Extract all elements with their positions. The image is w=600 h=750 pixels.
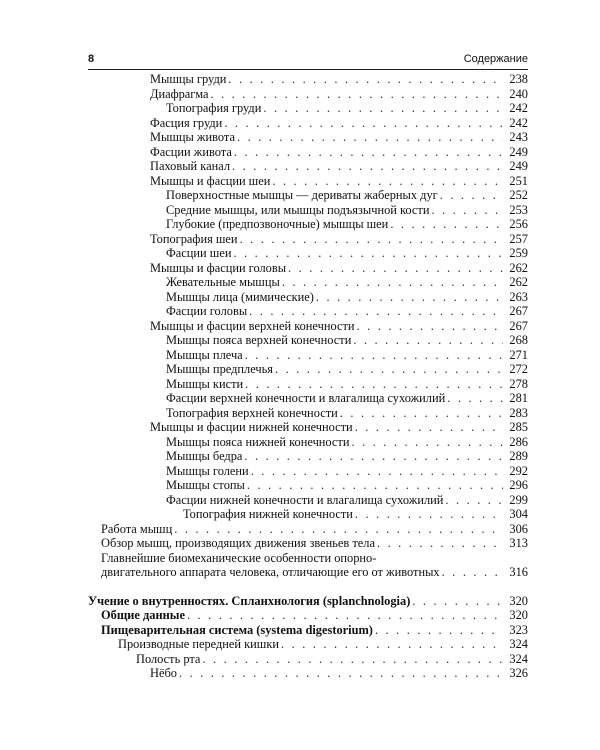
dot-leader xyxy=(228,72,503,87)
toc-entry-page: 306 xyxy=(509,521,528,536)
toc-entry-title-line2: двигательного аппарата человека, отличающие его от животных xyxy=(101,565,440,579)
toc-entry[interactable] xyxy=(88,536,528,551)
toc-entry-title: Фасции нижней конечности и влагалища сухожилий xyxy=(166,492,444,507)
toc-entry[interactable] xyxy=(88,435,528,450)
toc-entry[interactable] xyxy=(88,420,528,435)
toc-entry[interactable] xyxy=(88,333,528,348)
toc-entry[interactable] xyxy=(88,72,528,87)
toc-entry[interactable] xyxy=(88,449,528,464)
page-header xyxy=(88,47,528,70)
toc-entry-title: Мышцы и фасции головы xyxy=(150,260,287,275)
toc-entry[interactable] xyxy=(88,246,528,261)
toc-entry[interactable] xyxy=(88,261,528,276)
toc-entry-title: Фасции верхней конечности и влагалища сухожилий xyxy=(166,391,446,405)
toc-entry-title: Полость рта xyxy=(136,651,201,666)
toc-entry-title: Топография груди xyxy=(166,101,262,115)
dot-leader xyxy=(244,449,503,464)
toc-entry-title: Обзор мышц, производящих движения звеньев тела xyxy=(101,536,375,550)
toc-entry-title: Топография верхней конечности xyxy=(166,405,338,420)
toc-entry[interactable] xyxy=(88,348,528,363)
toc-entry[interactable] xyxy=(88,304,528,319)
dot-leader xyxy=(234,145,503,160)
dot-leader xyxy=(351,435,503,450)
toc-entry-page: 299 xyxy=(509,492,528,507)
toc-entry-title: Топография нижней конечности xyxy=(183,507,353,521)
toc-entry-title: Паховый канал xyxy=(150,159,231,173)
toc-entry[interactable] xyxy=(88,522,528,537)
dot-leader xyxy=(174,522,503,537)
toc-digestive-system[interactable] xyxy=(88,623,528,638)
dot-leader xyxy=(442,565,503,580)
toc-entry[interactable] xyxy=(88,507,528,522)
toc-entry-page: 256 xyxy=(509,217,528,231)
toc-entry[interactable] xyxy=(88,478,528,493)
dot-leader xyxy=(288,261,503,276)
dot-leader xyxy=(247,478,503,493)
toc-entry[interactable] xyxy=(88,101,528,116)
toc-entry-title: Мышцы и фасции верхней конечности xyxy=(150,318,355,333)
dot-leader xyxy=(355,507,503,522)
toc-entry-page: 283 xyxy=(509,405,528,420)
dot-leader xyxy=(447,391,503,406)
toc-entry-title: Мышцы голени xyxy=(166,463,249,478)
toc-entry[interactable] xyxy=(88,391,528,406)
toc-entry-title: Фасции живота xyxy=(150,144,232,159)
toc-entry-page: 320 xyxy=(509,608,528,622)
dot-leader xyxy=(340,406,503,421)
dot-leader xyxy=(272,174,503,189)
toc-entry-title: Мышцы живота xyxy=(150,130,235,144)
toc-entry-title: Общие данные xyxy=(101,608,185,622)
toc-entry[interactable] xyxy=(88,159,528,174)
toc-entry-title: Нёбо xyxy=(150,666,177,680)
dot-leader xyxy=(377,536,503,551)
toc-entry-page: 238 xyxy=(509,72,528,86)
toc-entry-title: Мышцы кисти xyxy=(166,376,244,391)
toc-entry-title: Жевательные мышцы xyxy=(166,275,280,289)
toc-entry-title-line1: Главнейшие биомеханические особенности опорно- xyxy=(101,550,377,565)
dot-leader xyxy=(440,188,503,203)
toc-entry-page: 242 xyxy=(509,115,528,130)
toc-entry-title: Мышцы предплечья xyxy=(166,362,273,376)
toc-entry-title: Пищеварительная система (systema digestorium) xyxy=(101,622,373,637)
toc-entry-title: Мышцы плеча xyxy=(166,347,243,362)
toc-entry[interactable] xyxy=(88,188,528,203)
toc-entry-page: 304 xyxy=(509,507,528,521)
toc-entry[interactable] xyxy=(88,652,528,667)
toc-entry-page: 249 xyxy=(509,144,528,159)
dot-leader xyxy=(431,203,503,218)
dot-leader xyxy=(179,666,503,681)
toc-entry-page: 324 xyxy=(509,637,528,651)
toc-entry-page: 268 xyxy=(509,333,528,347)
toc-entry-page: 263 xyxy=(509,289,528,304)
toc-entry-page: 278 xyxy=(509,376,528,391)
toc-general-data[interactable] xyxy=(88,608,528,623)
toc-part-heading[interactable] xyxy=(88,594,528,609)
toc-entry-page: 242 xyxy=(509,101,528,115)
table-of-contents xyxy=(88,72,528,681)
toc-entry[interactable] xyxy=(88,87,528,102)
toc-entry[interactable] xyxy=(88,377,528,392)
toc-entry[interactable] xyxy=(88,319,528,334)
dot-leader xyxy=(249,304,503,319)
toc-entry-title: Диафрагма xyxy=(150,86,209,101)
toc-entry[interactable] xyxy=(88,275,528,290)
toc-entry-page: 262 xyxy=(509,275,528,289)
toc-entry-title: Мышцы лица (мимические) xyxy=(166,289,314,304)
toc-entry-page: 286 xyxy=(509,434,528,449)
toc-entry-title: Мышцы и фасции нижней конечности xyxy=(150,420,353,434)
dot-leader xyxy=(357,319,503,334)
toc-entry-page: 267 xyxy=(509,318,528,333)
toc-entry-page: 243 xyxy=(509,130,528,144)
dot-leader xyxy=(210,87,503,102)
toc-entry-title: Средние мышцы, или мышцы подъязычной кости xyxy=(166,202,430,217)
toc-entry-page: 252 xyxy=(509,188,528,202)
toc-entry-title: Мышцы пояса верхней конечности xyxy=(166,333,352,347)
toc-entry[interactable] xyxy=(88,637,528,652)
toc-entry-page: 313 xyxy=(509,536,528,550)
dot-leader xyxy=(282,275,503,290)
dot-leader xyxy=(224,116,503,131)
toc-entry-page: 292 xyxy=(509,463,528,478)
dot-leader xyxy=(412,594,503,609)
toc-entry-title: Фасция груди xyxy=(150,115,223,130)
toc-entry-page: 257 xyxy=(509,231,528,246)
toc-entry-title: Мышцы пояса нижней конечности xyxy=(166,434,350,449)
dot-leader xyxy=(275,362,503,377)
toc-entry-title: Глубокие (предпозвоночные) мышцы шеи xyxy=(166,217,389,231)
toc-entry-page: 251 xyxy=(509,173,528,188)
toc-part-title: Учение о внутренностях. Спланхнология (splanchnologia) xyxy=(88,593,411,608)
toc-entry-page: 281 xyxy=(509,391,528,405)
toc-entry-page: 249 xyxy=(509,159,528,173)
page-number: 8 xyxy=(88,53,95,65)
dot-leader xyxy=(445,493,503,508)
toc-entry-title: Производные передней кишки xyxy=(118,637,279,651)
toc-entry[interactable] xyxy=(88,174,528,189)
toc-entry-page: 320 xyxy=(509,593,528,608)
toc-entry-page: 272 xyxy=(509,362,528,376)
toc-entry-page: 323 xyxy=(509,622,528,637)
toc-entry-title: Фасции шеи xyxy=(166,246,232,260)
toc-entry-title: Работа мышц xyxy=(101,521,173,536)
toc-entry-page: 240 xyxy=(509,86,528,101)
toc-entry-page: 253 xyxy=(509,202,528,217)
toc-entry[interactable] xyxy=(88,290,528,305)
dot-leader xyxy=(240,232,503,247)
toc-entry-page: 262 xyxy=(509,260,528,275)
dot-leader xyxy=(281,637,503,652)
dot-leader xyxy=(233,246,503,261)
dot-leader xyxy=(375,623,503,638)
toc-entry-multiline[interactable] xyxy=(88,551,528,580)
toc-entry-title: Мышцы стопы xyxy=(166,478,245,492)
toc-entry-title: Мышцы груди xyxy=(150,72,227,86)
dot-leader xyxy=(187,608,503,623)
toc-entry-title: Топография шеи xyxy=(150,231,238,246)
toc-entry-page: 326 xyxy=(509,666,528,680)
toc-entry-page: 267 xyxy=(509,304,528,318)
toc-entry-title: Фасции головы xyxy=(166,304,248,318)
toc-entry[interactable] xyxy=(88,203,528,218)
dot-leader xyxy=(353,333,503,348)
toc-entry[interactable] xyxy=(88,362,528,377)
dot-leader xyxy=(251,464,503,479)
toc-entry[interactable] xyxy=(88,217,528,232)
toc-entry-page: 285 xyxy=(509,420,528,434)
toc-entry[interactable] xyxy=(88,666,528,681)
toc-entry[interactable] xyxy=(88,116,528,131)
toc-entry-page: 316 xyxy=(509,565,528,579)
toc-entry[interactable] xyxy=(88,145,528,160)
toc-entry[interactable] xyxy=(88,130,528,145)
toc-entry-page: 324 xyxy=(509,651,528,666)
running-title: Содержание xyxy=(463,53,528,65)
toc-entry-page: 296 xyxy=(509,478,528,492)
toc-entry-page: 289 xyxy=(509,449,528,463)
toc-entry-title: Поверхностные мышцы — дериваты жаберных дуг xyxy=(166,188,438,202)
toc-entry[interactable] xyxy=(88,232,528,247)
toc-entry-title: Мышцы бедра xyxy=(166,449,243,463)
dot-leader xyxy=(232,159,503,174)
dot-leader xyxy=(355,420,503,435)
dot-leader xyxy=(245,377,503,392)
dot-leader xyxy=(245,348,503,363)
spacer xyxy=(88,580,528,594)
toc-entry-page: 259 xyxy=(509,246,528,260)
toc-entry[interactable] xyxy=(88,464,528,479)
dot-leader xyxy=(263,101,503,116)
dot-leader xyxy=(202,652,503,667)
dot-leader xyxy=(237,130,503,145)
toc-entry[interactable] xyxy=(88,493,528,508)
toc-entry-page: 271 xyxy=(509,347,528,362)
dot-leader xyxy=(390,217,503,232)
toc-entry-title: Мышцы и фасции шеи xyxy=(150,173,271,188)
toc-entry[interactable] xyxy=(88,406,528,421)
dot-leader xyxy=(316,290,503,305)
